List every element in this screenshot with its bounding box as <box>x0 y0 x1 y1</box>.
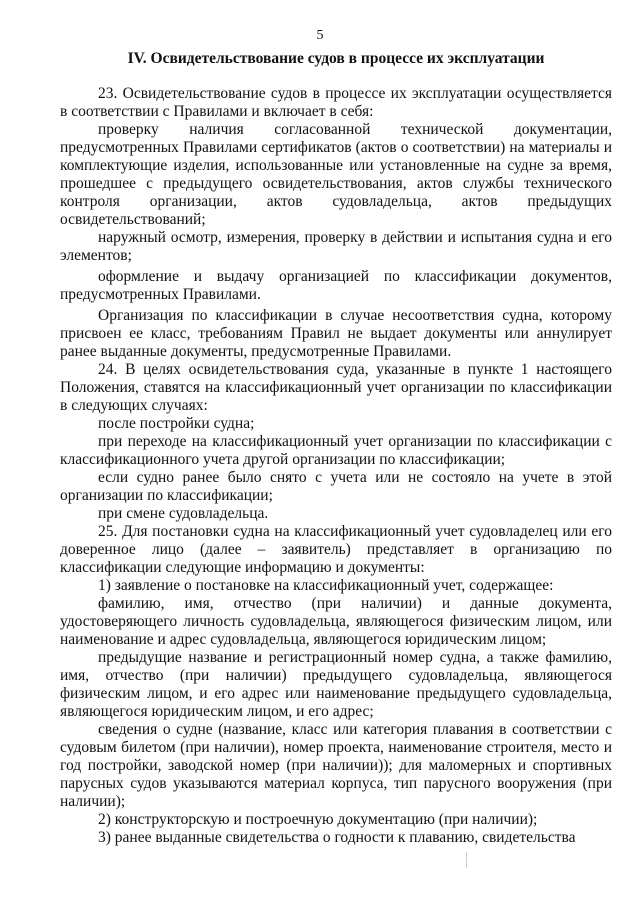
section-title: IV. Освидетельствование судов в процессе их эксплуатации <box>127 50 545 67</box>
list-item-documentation-check: проверку наличия согласованной технической документации, предусмотренных Правилами сертификатов (актов о соответствии) на материалы и комплектующие изделия, использованные или установленные на судне за время, прошедшее с предыдущего освидетельствования, актов службы технического контроля организации, актов судовладельца, актов предыдущих освидетельствований; <box>60 121 612 228</box>
body-text <box>60 85 612 847</box>
page-number: 5 <box>316 28 324 43</box>
paragraph-nonconformity: Организация по классификации в случае несоответствия судна, которому присвоен ее класс, требованиям Правил не выдает документы или аннулирует ранее выданные документы, предусмотренные Правилами. <box>60 307 612 360</box>
list-item-design-documentation: 2) конструкторскую и построечную документацию (при наличии); <box>98 811 538 828</box>
paragraph-23-intro: 23. Освидетельствование судов в процессе их эксплуатации осуществляется в соответствии с Правилами и включает в себя: <box>60 85 612 120</box>
list-item-vessel-details: сведения о судне (название, класс или категория плавания в соответствии с судовым билетом (при наличии), номер проекта, наименование строителя, место и год постройки, заводской номер (при наличии)); для маломерных и спортивных парусных судов указываются материал корпуса, тип парусного вооружения (при наличии); <box>60 721 612 810</box>
paragraph-25-intro: 25. Для постановки судна на классификационный учет судовладелец или его доверенное лицо (далее – заявитель) представляет в организацию по классификации следующие информацию и документы: <box>60 523 612 576</box>
list-item-previous-certificates: 3) ранее выданные свидетельства о годности к плаванию, свидетельства <box>98 829 576 846</box>
scan-mark <box>466 852 467 868</box>
list-item-after-construction: после постройки судна; <box>98 415 255 432</box>
list-item-transfer-registration: при переходе на классификационный учет организации по классификации с классификационного учета другой организации по классификации; <box>60 433 612 468</box>
list-item-external-inspection: наружный осмотр, измерения, проверку в действии и испытания судна и его элементов; <box>60 229 612 264</box>
paragraph-24-intro: 24. В целях освидетельствования суда, указанные в пункте 1 настоящего Положения, ставятся на классификационный учет организации по классификации в следующих случаях: <box>60 361 612 414</box>
list-item-issue-documents: оформление и выдачу организацией по классификации документов, предусмотренных Правилами. <box>60 268 612 303</box>
list-item-owner-identity: фамилию, имя, отчество (при наличии) и данные документа, удостоверяющего личность судовладельца, являющегося физическим лицом, или наименование и адрес судовладельца, являющегося юридическим лицом; <box>60 595 612 648</box>
list-item-application: 1) заявление о постановке на классификационный учет, содержащее: <box>98 577 554 594</box>
list-item-previous-name: предыдущие название и регистрационный номер судна, а также фамилию, имя, отчество (при наличии) предыдущего судовладельца, являющегося физическим лицом, и его адрес или наименование предыдущего судовладельца, являющегося юридическим лицом, и его адрес; <box>60 649 612 720</box>
list-item-owner-change: при смене судовладельца. <box>98 505 269 522</box>
list-item-previously-removed: если судно ранее было снято с учета или не состояло на учете в этой организации по классификации; <box>60 469 612 504</box>
